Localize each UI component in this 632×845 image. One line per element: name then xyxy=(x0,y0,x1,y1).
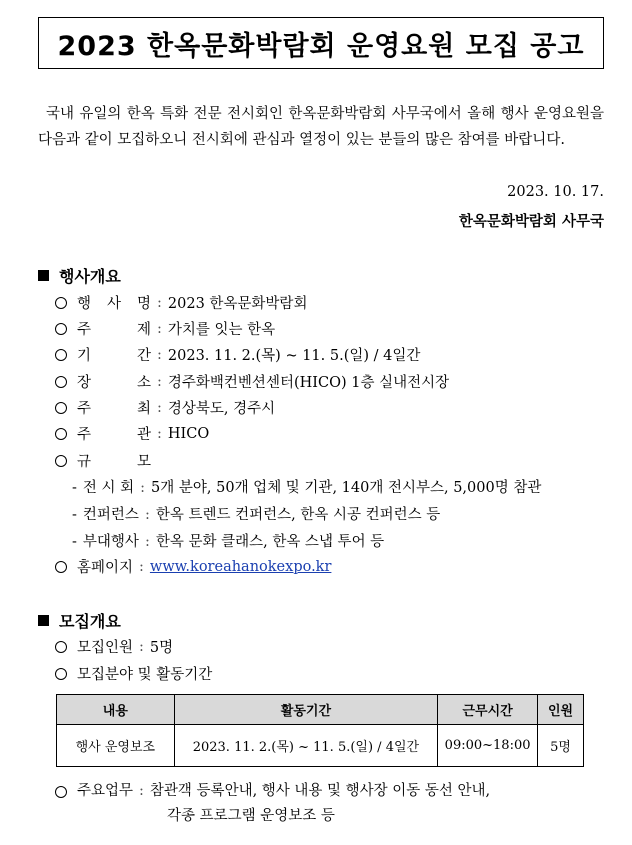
square-bullet-icon xyxy=(38,270,49,281)
intro-text: 국내 유일의 한옥 특화 전문 전시회인 한옥문화박람회 사무국에서 올해 행사 운영요원을 다음과 같이 모집하오니 전시회에 관심과 열정이 있는 분들의 많은 참여를 바랍니다. xyxy=(38,106,604,148)
event-item-value: 경주화백컨벤션센터(HICO) 1층 실내전시장 xyxy=(167,375,450,391)
duty-label: 주요업무 xyxy=(77,783,134,799)
event-item-value: 가치를 잇는 한옥 xyxy=(167,322,276,338)
event-item: 주 최 : 경상북도, 경주시 xyxy=(55,397,275,418)
duty-block xyxy=(55,779,605,829)
event-item-label: 규 모 xyxy=(77,454,151,470)
recruit-table xyxy=(56,694,584,767)
recruit-field-row xyxy=(55,663,212,684)
section-event-title: 행사개요 xyxy=(59,267,121,286)
homepage-link[interactable]: www.koreahanokexpo.kr xyxy=(149,558,332,575)
circle-bullet-icon xyxy=(55,349,67,361)
event-item-label: 주 최 xyxy=(77,401,151,417)
event-item-value: 2023. 11. 2.(목) ~ 11. 5.(일) / 4일간 xyxy=(167,348,421,364)
circle-bullet-icon xyxy=(55,455,67,467)
event-item-label: 주 관 xyxy=(77,427,151,443)
circle-bullet-icon xyxy=(55,641,67,653)
scale-item: - 전 시 회 : 5개 분야, 50개 업체 및 기관, 140개 전시부스, 5,000명 참관 xyxy=(72,480,542,496)
page-title: 2023 한옥문화박람회 운영요원 모집 공고 xyxy=(57,30,585,62)
table-header: 내용 xyxy=(57,695,175,725)
event-item-value: 2023 한옥문화박람회 xyxy=(167,296,308,312)
event-item: 주 관 : HICO xyxy=(55,423,209,444)
event-item-value: HICO xyxy=(167,425,210,442)
event-item: 행 사 명 : 2023 한옥문화박람회 xyxy=(55,292,307,313)
table-row xyxy=(57,725,584,767)
table-header: 인원 xyxy=(538,695,584,725)
duty-text-1: 참관객 등록안내, 행사 내용 및 행사장 이동 동선 안내, xyxy=(149,783,491,799)
event-item-label: 장 소 xyxy=(77,375,151,391)
event-item-label: 주 제 xyxy=(77,322,151,338)
circle-bullet-icon xyxy=(55,323,67,335)
recruit-count-label: 모집인원 xyxy=(77,640,134,656)
event-item-value: 경상북도, 경주시 xyxy=(167,401,276,417)
scale-item: - 부대행사 : 한옥 문화 클래스, 한옥 스냅 투어 등 xyxy=(72,534,385,550)
scale-item-label: 전 시 회 xyxy=(82,480,135,496)
duty-line-1: 주요업무 : 참관객 등록안내, 행사 내용 및 행사장 이동 동선 안내, xyxy=(55,779,605,804)
scale-item: - 컨퍼런스 : 한옥 트렌드 컨퍼런스, 한옥 시공 컨퍼런스 등 xyxy=(72,507,441,523)
section-recruit-heading xyxy=(38,609,121,632)
recruit-count-row: 모집인원 : 5명 xyxy=(55,636,173,657)
organization: 한옥문화박람회 사무국 xyxy=(458,214,604,230)
intro-paragraph xyxy=(38,101,604,153)
duty-text-2: 각종 프로그램 운영보조 등 xyxy=(167,808,335,824)
section-recruit-title: 모집개요 xyxy=(59,612,121,631)
homepage-label: 홈페이지 xyxy=(77,560,134,576)
circle-bullet-icon xyxy=(55,786,67,798)
table-cell: 5명 xyxy=(538,725,584,767)
event-item xyxy=(55,450,151,471)
scale-item-value: 한옥 트렌드 컨퍼런스, 한옥 시공 컨퍼런스 등 xyxy=(155,507,441,523)
circle-bullet-icon xyxy=(55,376,67,388)
square-bullet-icon xyxy=(38,615,49,626)
table-header-row xyxy=(57,695,584,725)
event-item-label: 기 간 xyxy=(77,348,151,364)
event-item: 장 소 : 경주화백컨벤션센터(HICO) 1층 실내전시장 xyxy=(55,371,449,392)
recruit-count-value: 5명 xyxy=(149,640,174,656)
table-cell: 2023. 11. 2.(목) ~ 11. 5.(일) / 4일간 xyxy=(174,725,437,767)
event-item: 기 간 : 2023. 11. 2.(목) ~ 11. 5.(일) / 4일간 xyxy=(55,344,420,365)
circle-bullet-icon xyxy=(55,402,67,414)
table-cell: 행사 운영보조 xyxy=(57,725,175,767)
circle-bullet-icon xyxy=(55,561,67,573)
circle-bullet-icon xyxy=(55,297,67,309)
table-cell: 09:00~18:00 xyxy=(438,725,538,767)
scale-item-value: 5개 분야, 50개 업체 및 기관, 140개 전시부스, 5,000명 참관 xyxy=(151,480,542,496)
scale-item-label: 컨퍼런스 xyxy=(82,507,139,523)
event-item: 주 제 : 가치를 잇는 한옥 xyxy=(55,318,275,339)
scale-item-label: 부대행사 xyxy=(82,534,139,550)
section-event-heading xyxy=(38,264,121,287)
homepage-row: 홈페이지 : www.koreahanokexpo.kr xyxy=(55,556,331,577)
title-box xyxy=(38,17,604,69)
table-header: 근무시간 xyxy=(438,695,538,725)
table-header: 활동기간 xyxy=(174,695,437,725)
circle-bullet-icon xyxy=(55,668,67,680)
circle-bullet-icon xyxy=(55,428,67,440)
scale-item-value: 한옥 문화 클래스, 한옥 스냅 투어 등 xyxy=(155,534,385,550)
notice-date: 2023. 10. 17. xyxy=(507,184,604,200)
event-item-label: 행 사 명 xyxy=(77,296,151,312)
recruit-field-label: 모집분야 및 활동기간 xyxy=(77,667,213,683)
